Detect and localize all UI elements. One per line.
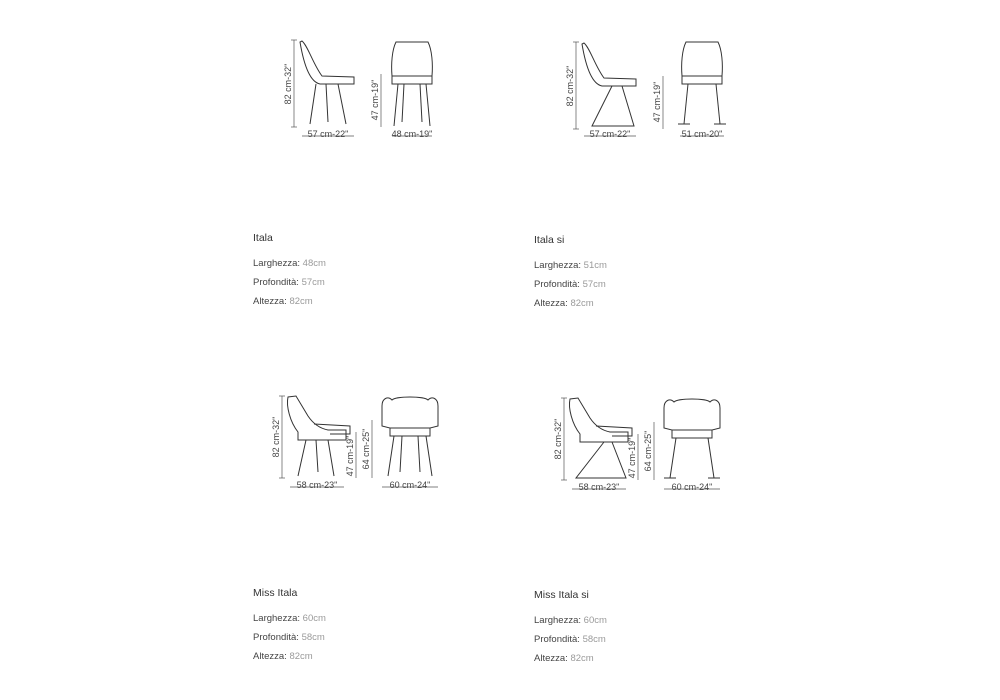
miss-itala-si-side-view xyxy=(569,398,632,478)
itala-front-view xyxy=(392,42,433,126)
miss-itala-si-seat-height-label: 47 cm-19" xyxy=(627,437,637,479)
product-name: Itala xyxy=(253,232,273,244)
itala-si-depth-label: 57 cm-22" xyxy=(589,129,631,139)
itala-si-side-height-label: 82 cm-32" xyxy=(565,65,575,107)
product-name: Miss Itala xyxy=(253,587,298,599)
itala-depth-label: 57 cm-22" xyxy=(307,129,349,139)
miss-itala-si-front-view xyxy=(664,399,720,478)
miss-itala-seat-height-label: 47 cm-19" xyxy=(345,435,355,477)
miss-itala-info xyxy=(253,584,326,666)
spec-row-depth: Profondità: 57cm xyxy=(253,277,325,288)
itala-si-width-label: 51 cm-20" xyxy=(681,129,723,139)
spec-row-height: Altezza: 82cm xyxy=(253,651,313,662)
miss-itala-side-height-label: 82 cm-32" xyxy=(271,416,281,458)
miss-itala-depth-label: 58 cm-23" xyxy=(296,480,338,490)
miss-itala-si-width-label: 60 cm-24" xyxy=(671,482,713,492)
itala-si-seat-height-label: 47 cm-19" xyxy=(652,81,662,123)
miss-itala-arm-height-label: 64 cm-25" xyxy=(361,428,371,470)
spec-row-width: Larghezza: 51cm xyxy=(534,260,607,271)
spec-row-depth: Profondità: 57cm xyxy=(534,279,606,290)
itala-side-height-label: 82 cm-32" xyxy=(283,63,293,105)
itala-si-drawing xyxy=(562,38,732,148)
miss-itala-si-drawing xyxy=(550,394,730,499)
itala-si-side-view xyxy=(582,43,636,126)
spec-row-width: Larghezza: 60cm xyxy=(253,613,326,624)
miss-itala-side-view xyxy=(287,396,350,476)
product-name: Miss Itala si xyxy=(534,589,589,601)
product-name: Itala si xyxy=(534,234,565,246)
itala-drawing xyxy=(280,36,450,146)
spec-row-depth: Profondità: 58cm xyxy=(534,634,606,645)
miss-itala-front-view xyxy=(382,397,438,476)
spec-row-width: Larghezza: 60cm xyxy=(534,615,607,626)
itala-side-view xyxy=(300,41,354,124)
spec-row-height: Altezza: 82cm xyxy=(534,653,594,664)
itala-info xyxy=(253,229,326,311)
miss-itala-si-depth-label: 58 cm-23" xyxy=(578,482,620,492)
miss-itala-width-label: 60 cm-24" xyxy=(389,480,431,490)
miss-itala-si-arm-height-label: 64 cm-25" xyxy=(643,430,653,472)
itala-seat-height-label: 47 cm-19" xyxy=(370,79,380,121)
miss-itala-si-info xyxy=(534,586,607,668)
spec-row-depth: Profondità: 58cm xyxy=(253,632,325,643)
itala-width-label: 48 cm-19" xyxy=(391,129,433,139)
itala-si-front-view xyxy=(678,42,726,124)
spec-row-height: Altezza: 82cm xyxy=(253,296,313,307)
miss-itala-drawing xyxy=(268,392,448,497)
miss-itala-si-side-height-label: 82 cm-32" xyxy=(553,418,563,460)
spec-row-width: Larghezza: 48cm xyxy=(253,258,326,269)
spec-row-height: Altezza: 82cm xyxy=(534,298,594,309)
itala-si-info xyxy=(534,231,607,313)
